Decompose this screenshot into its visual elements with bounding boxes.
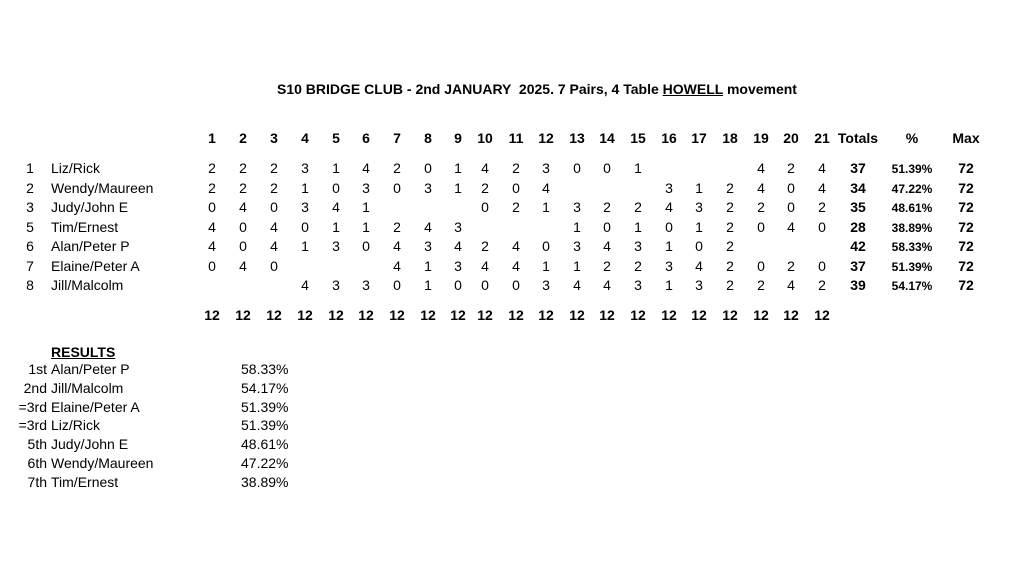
pair-total: 37: [850, 257, 866, 274]
pair-percentage: 48.61%: [891, 201, 933, 215]
score-cell: 1: [332, 160, 340, 176]
result-position: 1st: [28, 361, 47, 377]
score-cell: 2: [726, 199, 734, 215]
pair-max: 72: [958, 199, 974, 215]
score-cell: 4: [818, 179, 826, 196]
board-total: 12: [266, 307, 282, 323]
pair-max: 72: [958, 277, 974, 293]
board-total: 12: [328, 307, 344, 323]
pair-max: 72: [958, 238, 974, 254]
pair-percentage: 51.39%: [891, 259, 933, 274]
score-cell: 0: [818, 257, 826, 274]
results-title: RESULTS: [51, 344, 116, 360]
score-cell: 0: [481, 277, 489, 293]
pair-name: Liz/Rick: [51, 160, 101, 176]
score-cell: 1: [362, 218, 370, 235]
score-cell: 4: [481, 160, 489, 176]
board-header: 19: [753, 130, 769, 146]
score-cell: 3: [332, 238, 340, 254]
score-cell: 2: [393, 218, 401, 235]
score-cell: 1: [542, 199, 550, 215]
score-cell: 2: [787, 160, 795, 176]
totals-header: Totals: [837, 130, 879, 146]
result-position: 7th: [27, 473, 47, 490]
result-percentage: 58.33%: [241, 361, 289, 377]
result-percentage: 51.39%: [241, 398, 289, 415]
board-header: 2: [239, 130, 247, 146]
score-cell: 3: [301, 160, 309, 176]
result-percentage: 54.17%: [241, 379, 289, 396]
score-cell: 2: [818, 277, 826, 293]
result-position: =3rd: [18, 417, 47, 434]
score-cell: 4: [512, 257, 520, 274]
score-cell: 0: [757, 218, 765, 235]
score-cell: 0: [208, 199, 216, 215]
score-cell: 3: [454, 218, 462, 235]
result-position: 2nd: [23, 379, 47, 396]
board-header: 6: [362, 130, 370, 146]
board-total: 12: [814, 307, 830, 323]
score-cell: 4: [603, 277, 611, 293]
board-header: 1: [208, 130, 216, 146]
board-header: 14: [599, 130, 615, 146]
score-cell: 4: [787, 277, 795, 293]
score-cell: 0: [332, 179, 340, 196]
board-total: 12: [661, 307, 677, 323]
pair-total: 28: [850, 218, 866, 235]
score-cell: 2: [726, 179, 734, 196]
score-cell: 1: [301, 238, 309, 254]
score-cell: 0: [270, 257, 278, 274]
result-pair-name: Elaine/Peter A: [51, 398, 140, 415]
result-pair-name: Alan/Peter P: [51, 361, 130, 377]
score-cell: 1: [573, 218, 581, 235]
score-cell: 4: [695, 257, 703, 274]
score-cell: 2: [787, 257, 795, 274]
pair-name: Alan/Peter P: [51, 238, 130, 254]
score-cell: 2: [270, 179, 278, 196]
score-cell: 2: [481, 179, 489, 196]
board-total: 12: [691, 307, 707, 323]
pair-number: 5: [26, 218, 34, 235]
score-cell: 1: [454, 160, 462, 176]
score-cell: 2: [512, 199, 520, 215]
score-cell: 3: [634, 238, 642, 254]
score-cell: 0: [301, 218, 309, 235]
pair-number: 7: [26, 257, 34, 274]
board-header: 8: [424, 130, 432, 146]
score-cell: 3: [454, 257, 462, 274]
pct-header: %: [905, 130, 919, 146]
pair-number: 1: [26, 160, 34, 176]
title-howell: HOWELL: [662, 81, 724, 97]
pair-percentage: 51.39%: [891, 162, 933, 176]
score-cell: 2: [634, 257, 642, 274]
pair-number: 8: [26, 277, 34, 293]
score-cell: 0: [695, 238, 703, 254]
score-cell: 3: [362, 179, 370, 196]
score-cell: 0: [603, 218, 611, 235]
board-header: 13: [569, 130, 585, 146]
score-cell: 2: [726, 277, 734, 293]
board-header: 7: [393, 130, 401, 146]
score-cell: 2: [208, 160, 216, 176]
score-cell: 4: [208, 218, 216, 235]
pair-total: 34: [850, 179, 866, 196]
score-cell: 1: [542, 257, 550, 274]
result-percentage: 51.39%: [241, 417, 289, 434]
score-cell: 3: [665, 179, 673, 196]
pair-name: Wendy/Maureen: [51, 179, 154, 196]
pair-percentage: 38.89%: [891, 220, 933, 235]
score-cell: 4: [362, 160, 370, 176]
result-percentage: 38.89%: [241, 473, 289, 490]
score-cell: 0: [665, 218, 673, 235]
score-cell: 3: [695, 277, 703, 293]
pair-max: 72: [958, 160, 974, 176]
score-cell: 4: [393, 257, 401, 274]
score-cell: 2: [239, 179, 247, 196]
score-cell: 4: [454, 238, 462, 254]
score-cell: 3: [424, 238, 432, 254]
score-cell: 1: [424, 277, 432, 293]
score-cell: 0: [757, 257, 765, 274]
pair-number: 2: [26, 179, 34, 196]
score-cell: 4: [665, 199, 673, 215]
score-cell: 1: [332, 218, 340, 235]
score-cell: 4: [603, 238, 611, 254]
score-cell: 0: [787, 179, 795, 196]
pair-name: Elaine/Peter A: [51, 257, 140, 274]
score-cell: 4: [393, 238, 401, 254]
score-cell: 0: [393, 277, 401, 293]
board-total: 12: [722, 307, 738, 323]
score-cell: 0: [542, 238, 550, 254]
result-pair-name: Wendy/Maureen: [51, 455, 154, 471]
board-total: 12: [477, 307, 493, 323]
score-cell: 0: [512, 179, 520, 196]
board-total: 12: [538, 307, 554, 323]
score-cell: 4: [424, 218, 432, 235]
score-cell: 2: [603, 257, 611, 274]
score-cell: 3: [542, 277, 550, 293]
score-cell: 2: [603, 199, 611, 215]
title-suffix: movement: [723, 81, 797, 97]
score-cell: 0: [818, 218, 826, 235]
result-percentage: 48.61%: [241, 436, 289, 453]
score-cell: 0: [424, 160, 432, 176]
score-cell: 0: [362, 238, 370, 254]
score-cell: 4: [239, 199, 247, 215]
score-cell: 1: [695, 179, 703, 196]
score-cell: 1: [362, 199, 370, 215]
pair-max: 72: [958, 257, 974, 274]
pair-name: Tim/Ernest: [51, 218, 119, 235]
pair-number: 6: [26, 238, 34, 254]
score-cell: 1: [634, 160, 642, 176]
score-cell: 0: [393, 179, 401, 196]
score-cell: 2: [208, 179, 216, 196]
pair-percentage: 58.33%: [891, 240, 933, 254]
score-cell: 4: [481, 257, 489, 274]
score-cell: 1: [634, 218, 642, 235]
pair-number: 3: [26, 199, 34, 215]
result-pair-name: Tim/Ernest: [51, 473, 119, 490]
pair-name: Jill/Malcolm: [51, 277, 124, 293]
score-cell: 1: [424, 257, 432, 274]
score-cell: 4: [757, 179, 765, 196]
score-cell: 1: [695, 218, 703, 235]
score-cell: 2: [393, 160, 401, 176]
score-cell: 4: [818, 160, 826, 176]
score-cell: 3: [542, 160, 550, 176]
board-total: 12: [420, 307, 436, 323]
score-cell: 3: [332, 277, 340, 293]
pair-total: 42: [850, 238, 866, 254]
score-cell: 1: [573, 257, 581, 274]
score-cell: 3: [573, 238, 581, 254]
score-cell: 0: [603, 160, 611, 176]
score-cell: 0: [239, 218, 247, 235]
result-percentage: 47.22%: [241, 455, 289, 471]
board-total: 12: [450, 307, 466, 323]
board-header: 15: [630, 130, 646, 146]
pair-total: 35: [850, 199, 866, 215]
title-prefix: S10 BRIDGE CLUB - 2nd JANUARY 2025. 7 Pairs, 4 Table: [277, 81, 663, 97]
result-position: =3rd: [18, 398, 47, 415]
board-total: 12: [389, 307, 405, 323]
board-header: 4: [301, 130, 309, 146]
board-header: 3: [270, 130, 278, 146]
board-total: 12: [599, 307, 615, 323]
score-cell: 3: [573, 199, 581, 215]
board-total: 12: [630, 307, 646, 323]
score-cell: 4: [332, 199, 340, 215]
score-cell: 0: [239, 238, 247, 254]
score-cell: 2: [726, 257, 734, 274]
score-cell: 3: [665, 257, 673, 274]
score-cell: 4: [208, 238, 216, 254]
board-total: 12: [358, 307, 374, 323]
board-header: 21: [814, 130, 830, 146]
score-cell: 0: [270, 199, 278, 215]
board-total: 12: [204, 307, 220, 323]
score-cell: 0: [787, 199, 795, 215]
board-header: 20: [783, 130, 799, 146]
score-cell: 2: [757, 199, 765, 215]
score-cell: 4: [270, 218, 278, 235]
board-header: 10: [477, 130, 493, 146]
score-cell: 2: [481, 238, 489, 254]
pair-max: 72: [958, 179, 974, 196]
score-cell: 0: [573, 160, 581, 176]
board-total: 12: [235, 307, 251, 323]
score-cell: 4: [757, 160, 765, 176]
pair-total: 39: [850, 277, 866, 293]
page-title: [0, 81, 1024, 97]
score-cell: 3: [424, 179, 432, 196]
score-cell: 2: [757, 277, 765, 293]
score-cell: 3: [362, 277, 370, 293]
score-cell: 0: [454, 277, 462, 293]
score-cell: 3: [634, 277, 642, 293]
score-cell: 2: [726, 218, 734, 235]
result-position: 5th: [27, 436, 47, 453]
board-header: 17: [691, 130, 707, 146]
board-header: 18: [722, 130, 738, 146]
result-pair-name: Jill/Malcolm: [51, 379, 124, 396]
score-cell: 4: [270, 238, 278, 254]
result-pair-name: Judy/John E: [51, 436, 129, 453]
result-position: 6th: [27, 455, 47, 471]
score-cell: 4: [239, 257, 247, 274]
score-cell: 1: [454, 179, 462, 196]
pair-name: Judy/John E: [51, 199, 129, 215]
score-cell: 4: [573, 277, 581, 293]
score-cell: 4: [787, 218, 795, 235]
score-cell: 2: [818, 199, 826, 215]
score-cell: 0: [481, 199, 489, 215]
board-total: 12: [508, 307, 524, 323]
score-cell: 2: [239, 160, 247, 176]
score-cell: 2: [634, 199, 642, 215]
board-header: 11: [508, 130, 524, 146]
score-cell: 0: [208, 257, 216, 274]
board-header: 5: [332, 130, 340, 146]
score-cell: 1: [301, 179, 309, 196]
score-cell: 2: [270, 160, 278, 176]
score-cell: 2: [726, 238, 734, 254]
result-pair-name: Liz/Rick: [51, 417, 101, 434]
board-total: 12: [297, 307, 313, 323]
pair-max: 72: [958, 218, 974, 235]
score-cell: 1: [665, 238, 673, 254]
max-header: Max: [952, 130, 980, 146]
score-cell: 2: [512, 160, 520, 176]
board-header: 16: [661, 130, 677, 146]
score-cell: 3: [695, 199, 703, 215]
board-total: 12: [569, 307, 585, 323]
score-cell: 4: [542, 179, 550, 196]
score-cell: 1: [665, 277, 673, 293]
score-cell: 4: [512, 238, 520, 254]
score-cell: 3: [301, 199, 309, 215]
board-total: 12: [783, 307, 799, 323]
pair-percentage: 54.17%: [891, 279, 933, 293]
pair-total: 37: [850, 160, 866, 176]
score-cell: 0: [512, 277, 520, 293]
board-header: 12: [538, 130, 554, 146]
board-header: 9: [454, 130, 462, 146]
pair-percentage: 47.22%: [891, 181, 933, 196]
score-cell: 4: [301, 277, 309, 293]
board-total: 12: [753, 307, 769, 323]
